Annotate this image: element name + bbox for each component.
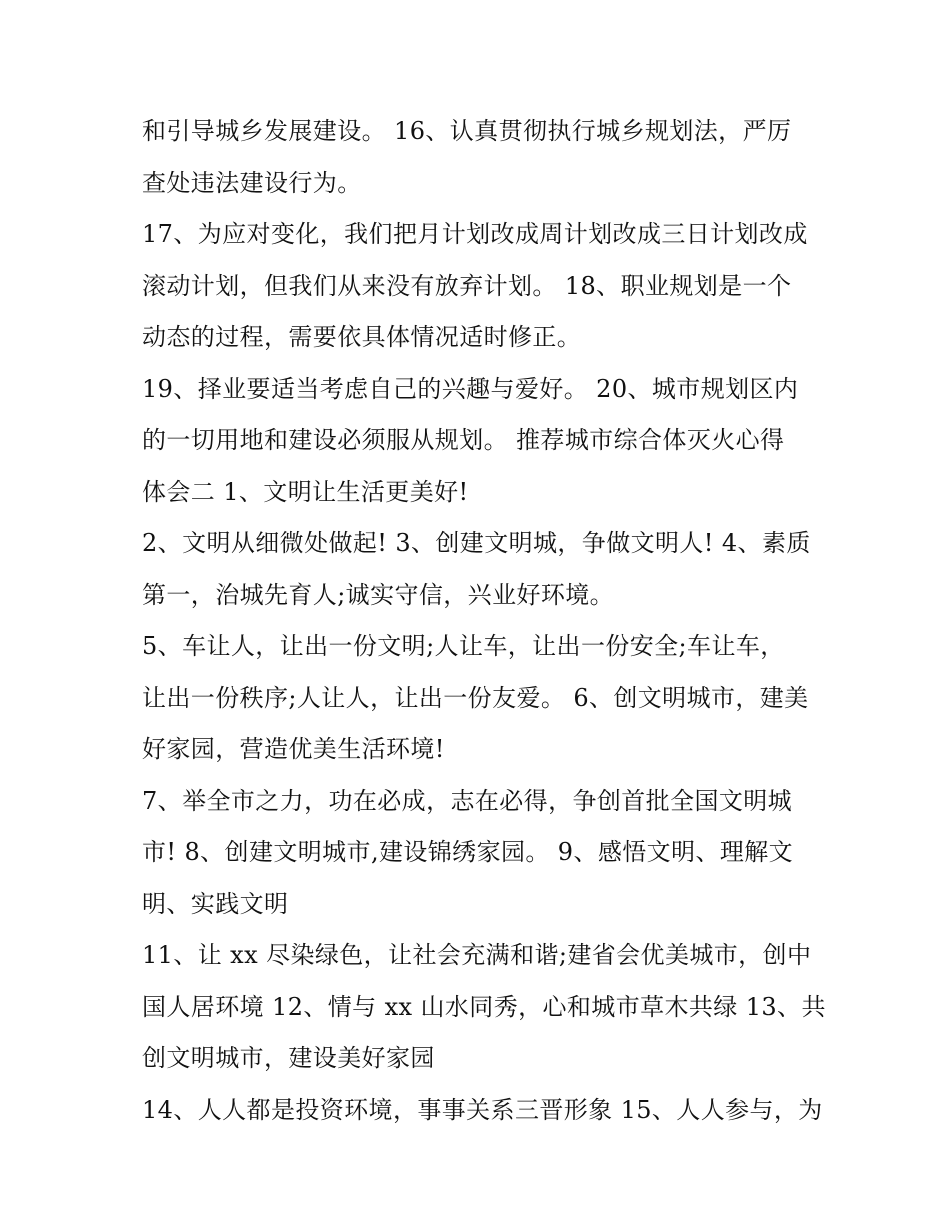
- text-line: 明、实践文明: [142, 889, 289, 918]
- text-line: 第一，治城先育人;诚实守信，兴业好环境。: [142, 580, 615, 609]
- text-line: 滚动计划，但我们从来没有放弃计划。 18、职业规划是一个: [142, 271, 792, 300]
- text-line: 动态的过程，需要依具体情况适时修正。: [142, 323, 582, 351]
- text-line: 11、让 xx 尽染绿色，让社会充满和谐;建省会优美城市，创中: [142, 941, 812, 969]
- text-line: 查处违法建设行为。: [142, 168, 362, 197]
- text-line: 好家园，营造优美生活环境!: [142, 735, 445, 763]
- text-line: 5、车让人，让出一份文明;人让车，让出一份安全;车让车，: [142, 632, 785, 660]
- text-line: 国人居环境 12、情与 xx 山水同秀，心和城市草木共绿 13、共: [142, 992, 826, 1021]
- text-line: 让出一份秩序;人让人，让出一份友爱。 6、创文明城市，建美: [142, 683, 809, 712]
- text-line: 的一切用地和建设必须服从规划。 推荐城市综合体灭火心得: [142, 426, 785, 454]
- text-line: 体会二 1、文明让生活更美好!: [142, 477, 469, 506]
- text-line: 和引导城乡发展建设。 16、认真贯彻执行城乡规划法，严厉: [142, 117, 792, 145]
- text-line: 19、择业要适当考虑自己的兴趣与爱好。 20、城市规划区内: [142, 374, 799, 403]
- text-line: 2、文明从细微处做起! 3、创建文明城，争做文明人! 4、素质: [142, 529, 811, 557]
- text-line: 7、举全市之力，功在必成，志在必得，争创首批全国文明城: [142, 786, 793, 815]
- text-line: 14、人人都是投资环境，事事关系三晋形象 15、人人参与，为: [142, 1095, 823, 1124]
- text-line: 创文明城市，建设美好家园: [142, 1044, 435, 1072]
- text-line: 17、为应对变化，我们把月计划改成周计划改成三日计划改成: [142, 220, 808, 248]
- text-line: 市! 8、创建文明城市,建设锦绣家园。 9、感悟文明、理解文: [142, 838, 794, 866]
- document-body: [142, 106, 826, 1136]
